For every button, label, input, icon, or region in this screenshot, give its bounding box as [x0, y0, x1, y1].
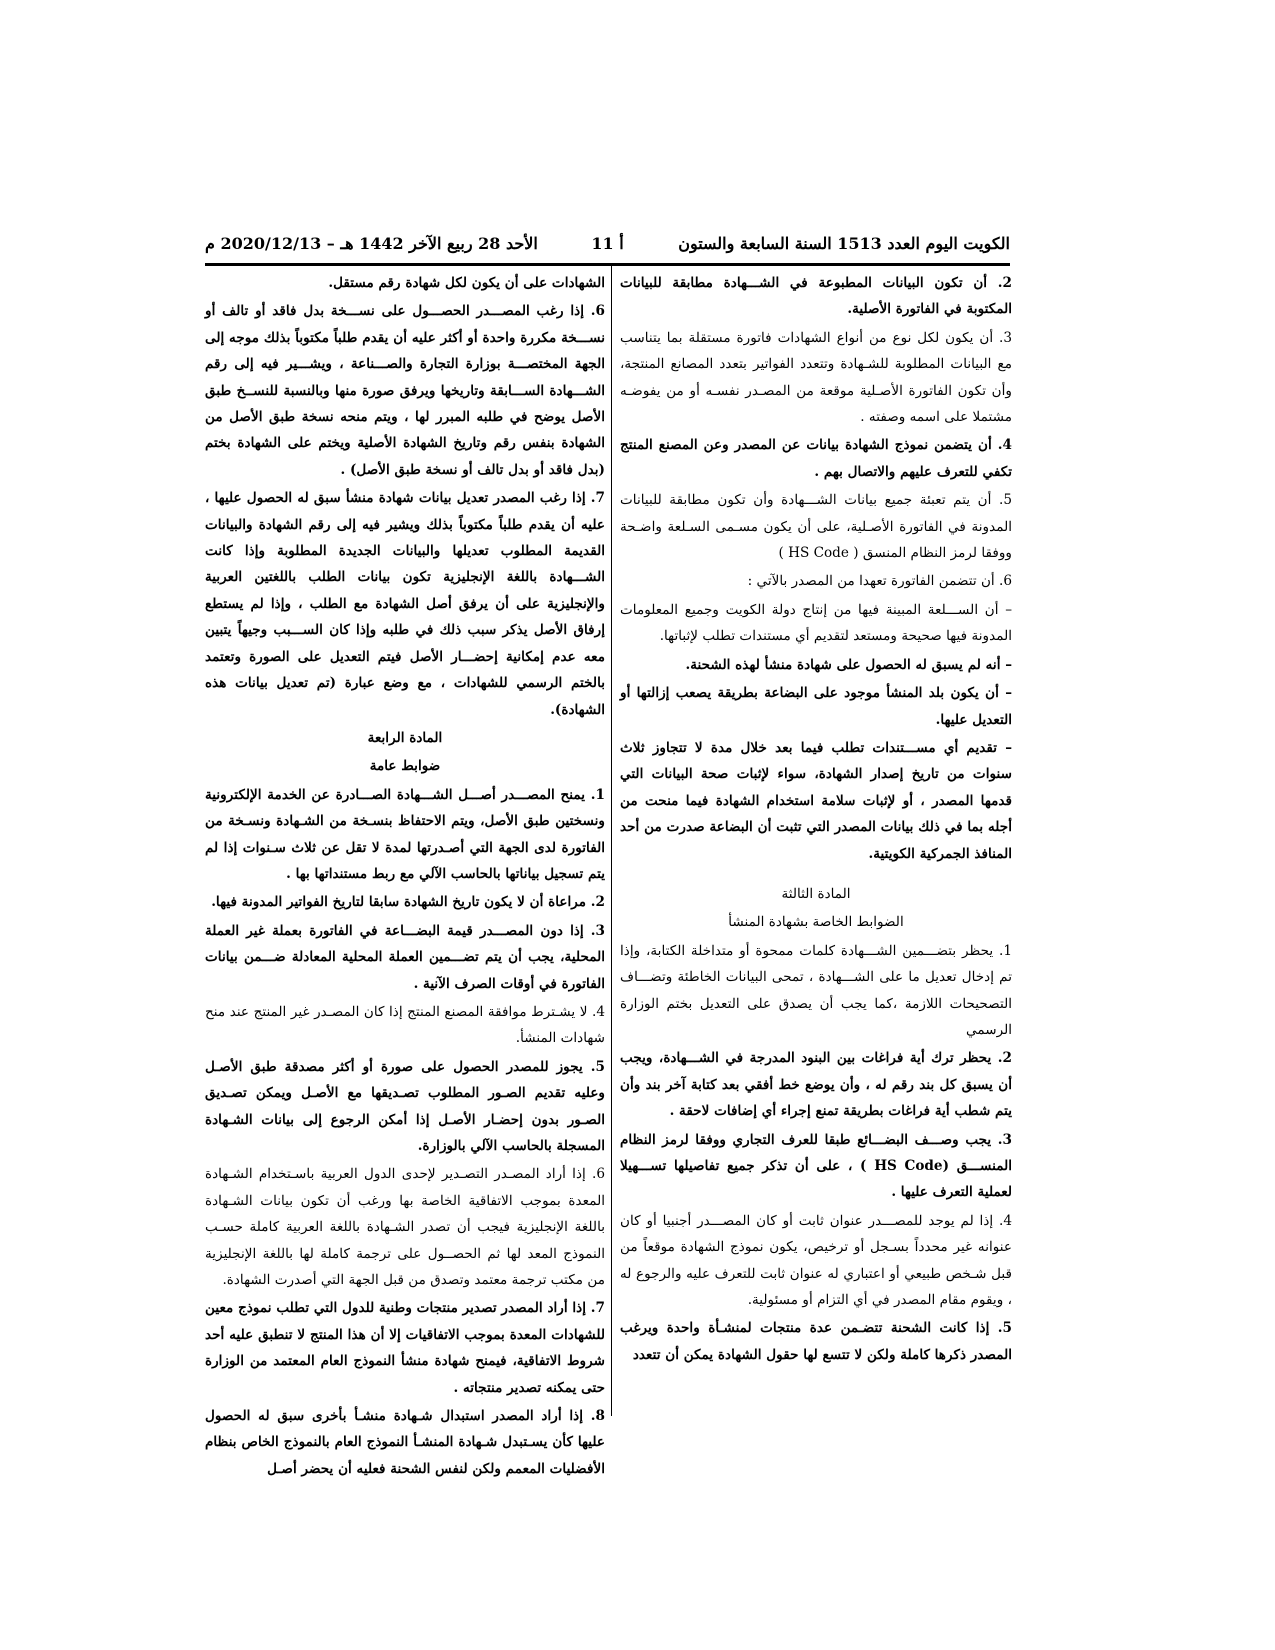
- article-4-item-1: 1. يمنح المصـــدر أصـــل الشـــهادة الصـــادرة عن الخدمة الإلكترونية ونسختين طبق الأصل، ويتم الاحتفاظ بنسـخة من الشـهادة ونسـخة من الفاتورة لدى الجهة التي أصـدرتها لمدة لا تقل عن ثلاث سـنوات إذا لم يتم تسجيل بياناتها بالحاسب الآلي مع ربط مستنداتها بها .: [205, 786, 605, 882]
- undertaking-a: – أن الســـلعة المبينة فيها من إنتاج دولة الكويت وجميع المعلومات المدونة فيها صحيحة ومستعد لتقديم أي مستندات تطلب لإثباتها.: [620, 601, 1012, 645]
- paragraph-2: 2. أن تكون البيانات المطبوعة في الشـــهادة مطابقة للبيانات المكتوبة في الفاتورة الأصلية.: [620, 275, 1012, 318]
- paragraph-7: 7. إذا رغب المصدر تعديل بيانات شهادة منشأ سبق له الحصول عليها ، عليه أن يقدم طلباً مكتوباً بذلك ويشير فيه إلى رقم الشهادة والبيانات القديمة المطلوب تعديلها والبيانات الجديدة المطلوبة وإذا كانت الشـــهادة باللغة الإنجليزية تكون بيانات الطلب باللغتين العربية والإنجليزية على أن يرفق أصل الشهادة مع الطلب ، وإذا لم يستطع إرفاق الأصل يذكر سبب ذلك في طلبه وإذا كان الســـبب وجيهاً يتبين معه عدم إمكانية إحضـــار الأصل فيتم التعديل على الصورة وتعتمد بالختم الرسمي للشهادات ، مع وضع عبارة (تم تعديل بيانات هذه الشهادة).: [205, 490, 605, 718]
- article-3-item-3: 3. يجب وصـــف البضـــائع طبقا للعرف التجاري ووفقا لرمز النظام المنســـق (HS Code ) ، على أن تذكر جميع تفاصيلها تســـهيلا لعملية التعرف عليها .: [620, 1131, 1012, 1201]
- paragraph-6: 6. إذا رغب المصـــدر الحصـــول على نســـخة بدل فاقد أو تالف أو نســـخة مكررة واحدة أو أكثر عليه أن يقدم طلباً مكتوباً بذلك موجه إلى الجهة المختصـــة بوزارة التجارة والصـــناعة ، ويشـــير فيه إلى رقم الشـــهادة الســـابقة وتاريخها ويرفق صورة منها وبالنسبة للنســخ طبق الأصل يوضح في طلبه المبرر لها ، ويتم منحه نسخة طبق الأصل من الشهادة بنفس رقم وتاريخ الشهادة الأصلية ويختم على الشهادة بختم (بدل فاقد أو بدل تالف أو نسخة طبق الأصل) .: [205, 303, 605, 478]
- article-4-item-6: 6. إذا أراد المصـدر التصـدير لإحدى الدول العربية باسـتخدام الشـهادة المعدة بموجب الاتفاقية الخاصة بها ورغب أن تكون بيانات الشـهادة باللغة الإنجليزية فيجب أن تصدر الشـهادة باللغة العربية كاملة حسـب النموذج المعد لها ثم الحصــول على ترجمة كاملة لها باللغة الإنجليزية من مكتب ترجمة معتمد وتصدق من قبل الجهة التي أصدرت الشهادة.: [205, 1166, 605, 1289]
- article-3-title: المادة الثالثة: [781, 885, 851, 902]
- article-4-subtitle: ضوابط عامة: [369, 758, 441, 775]
- issue-date: الأحد 28 ربيع الآخر 1442 هـ – 2020/12/13 م: [205, 234, 538, 253]
- page-header: [205, 228, 1010, 258]
- column-divider: [611, 266, 612, 1416]
- paragraph-4: 4. أن يتضمن نموذج الشهادة بيانات عن المصدر وعن المصنع المنتج تكفي للتعرف عليهم والاتصال بهم .: [620, 437, 1012, 480]
- article-3-item-2: 2. يحظر ترك أية فراغات بين البنود المدرجة في الشـــهادة، ويجب أن يسبق كل بند رقم له ، وأن يوضع خط أفقي بعد كتابة آخر بند وأن يتم شطب أية فراغات بطريقة تمنع إجراء أي إضافات لاحقة .: [620, 1050, 1012, 1120]
- undertaking-c: – أن يكون بلد المنشأ موجود على البضاعة بطريقة يصعب إزالتها أو التعديل عليها.: [620, 685, 1012, 728]
- paragraph-5: 5. أن يتم تعبئة جميع بيانات الشـــهادة وأن تكون مطابقة للبيانات المدونة في الفاتورة الأصـلية، على أن يكون مسـمى السـلعة واضـحة ووفقا لرمز النظام المنسق ( HS Code ): [620, 492, 1012, 562]
- page-number: أ 11: [591, 234, 624, 253]
- article-4-item-7: 7. إذا أراد المصدر تصدير منتجات وطنية للدول التي تطلب نموذج معين للشهادات المعدة بموجب الاتفاقيات إلا أن هذا المنتج لا تنطبق عليه أحد شروط الاتفاقية، فيمنح شهادة منشأ النموذج العام المعتمد من الوزارة حتى يمكنه تصدير منتجاته .: [205, 1300, 605, 1396]
- gazette-issue-info: الكويت اليوم العدد 1513 السنة السابعة والستون: [678, 234, 1010, 253]
- header-rule: [205, 263, 1010, 266]
- paragraph-3: 3. أن يكون لكل نوع من أنواع الشهادات فاتورة مستقلة بما يتناسب مع البيانات المطلوبة للشـهادة وتتعدد الفواتير بتعدد المصانع المنتجة، وأن تكون الفاتورة الأصـلية موقعة من المصـدر نفسـه أو من يفوضـه مشتملا على اسمه وصفته .: [620, 329, 1012, 426]
- undertaking-b: – أنه لم يسبق له الحصول على شهادة منشأ لهذه الشحنة.: [685, 656, 1012, 673]
- article-4-item-3: 3. إذا دون المصـــدر قيمة البضـــاعة في الفاتورة بعملة غير العملة المحلية، يجب أن يتم تضـــمين العملة المحلية المعادلة ضـــمن بيانات الفاتورة في أوقات الصرف الآنية .: [205, 922, 605, 992]
- article-3-subtitle: الضوابط الخاصة بشهادة المنشأ: [728, 914, 904, 931]
- continued-text: الشهادات على أن يكون لكل شهادة رقم مستقل.: [328, 275, 605, 291]
- undertaking-d: – تقديم أي مســـتندات تطلب فيما بعد خلال مدة لا تتجاوز ثلاث سنوات من تاريخ إصدار الشهادة، سواء لإثبات صحة البيانات التي قدمها المصدر ، أو لإثبات سلامة استخدام الشهادة فيما منحت من أجله بما في ذلك بيانات المصدر التي تثبت أن البضاعة صدرت من أحد المنافذ الجمركية الكويتية.: [620, 739, 1012, 862]
- left-column: [205, 270, 605, 1477]
- article-3-item-1: 1. يحظر بتضـــمين الشـــهادة كلمات ممحوة أو متداخلة الكتابة، وإذا تم إدخال تعديل ما على الشـــهادة ، تمحى البيانات الخاطئة وتضـــاف التصحيحات اللازمة ،كما يجب أن يصدق على التعديل بختم الوزارة الرسمي: [620, 942, 1012, 1038]
- paragraph-6: 6. أن تتضمن الفاتورة تعهدا من المصدر بالآتي :: [747, 573, 1012, 590]
- article-3-item-4: 4. إذا لم يوجد للمصـــدر عنوان ثابت أو كان المصـــدر أجنبيا أو كان عنوانه غير محدداً بسـجل أو ترخيص، يكون نموذج الشهادة موقعاً من قبل شـخص طبيعي أو اعتباري له عنوان ثابت للتعرف عليه والرجوع له ، ويقوم مقام المصدر في أي التزام أو مسئولية.: [620, 1212, 1012, 1309]
- article-4-item-4: 4. لا يشـترط موافقة المصنع المنتج إذا كان المصـدر غير المنتج عند منح شهادات المنشأ.: [205, 1003, 605, 1047]
- article-4-title: المادة الرابعة: [367, 729, 443, 746]
- article-4-item-2: 2. مراعاة أن لا يكون تاريخ الشهادة سابقا لتاريخ الفواتير المدونة فيها.: [211, 894, 605, 911]
- article-3-item-5: 5. إذا كانت الشحنة تتضـمن عدة منتجات لمنشـأة واحدة ويرغب المصدر ذكرها كاملة ولكن لا تتسع لها حقول الشهادة يمكن أن تتعدد: [620, 1320, 1012, 1363]
- article-4-item-8: 8. إذا أراد المصدر استبدال شـهادة منشـأ بأخرى سبق له الحصول عليها كأن يسـتبدل شـهادة المنشـأ النموذج العام بالنموذج الخاص بنظام الأفضليات المعمم ولكن لنفس الشحنة فعليه أن يحضر أصـل: [205, 1408, 605, 1477]
- article-4-item-5: 5. يجوز للمصدر الحصول على صورة أو أكثر مصدقة طبق الأصـل وعليه تقديم الصـور المطلوب تصـديقها مع الأصـل ويمكن تصـديق الصـور بدون إحضـار الأصـل إذا أمكن الرجوع إلى بيانات الشـهادة المسجلة بالحاسب الآلي بالوزارة.: [205, 1058, 605, 1154]
- right-column: [620, 270, 1012, 1420]
